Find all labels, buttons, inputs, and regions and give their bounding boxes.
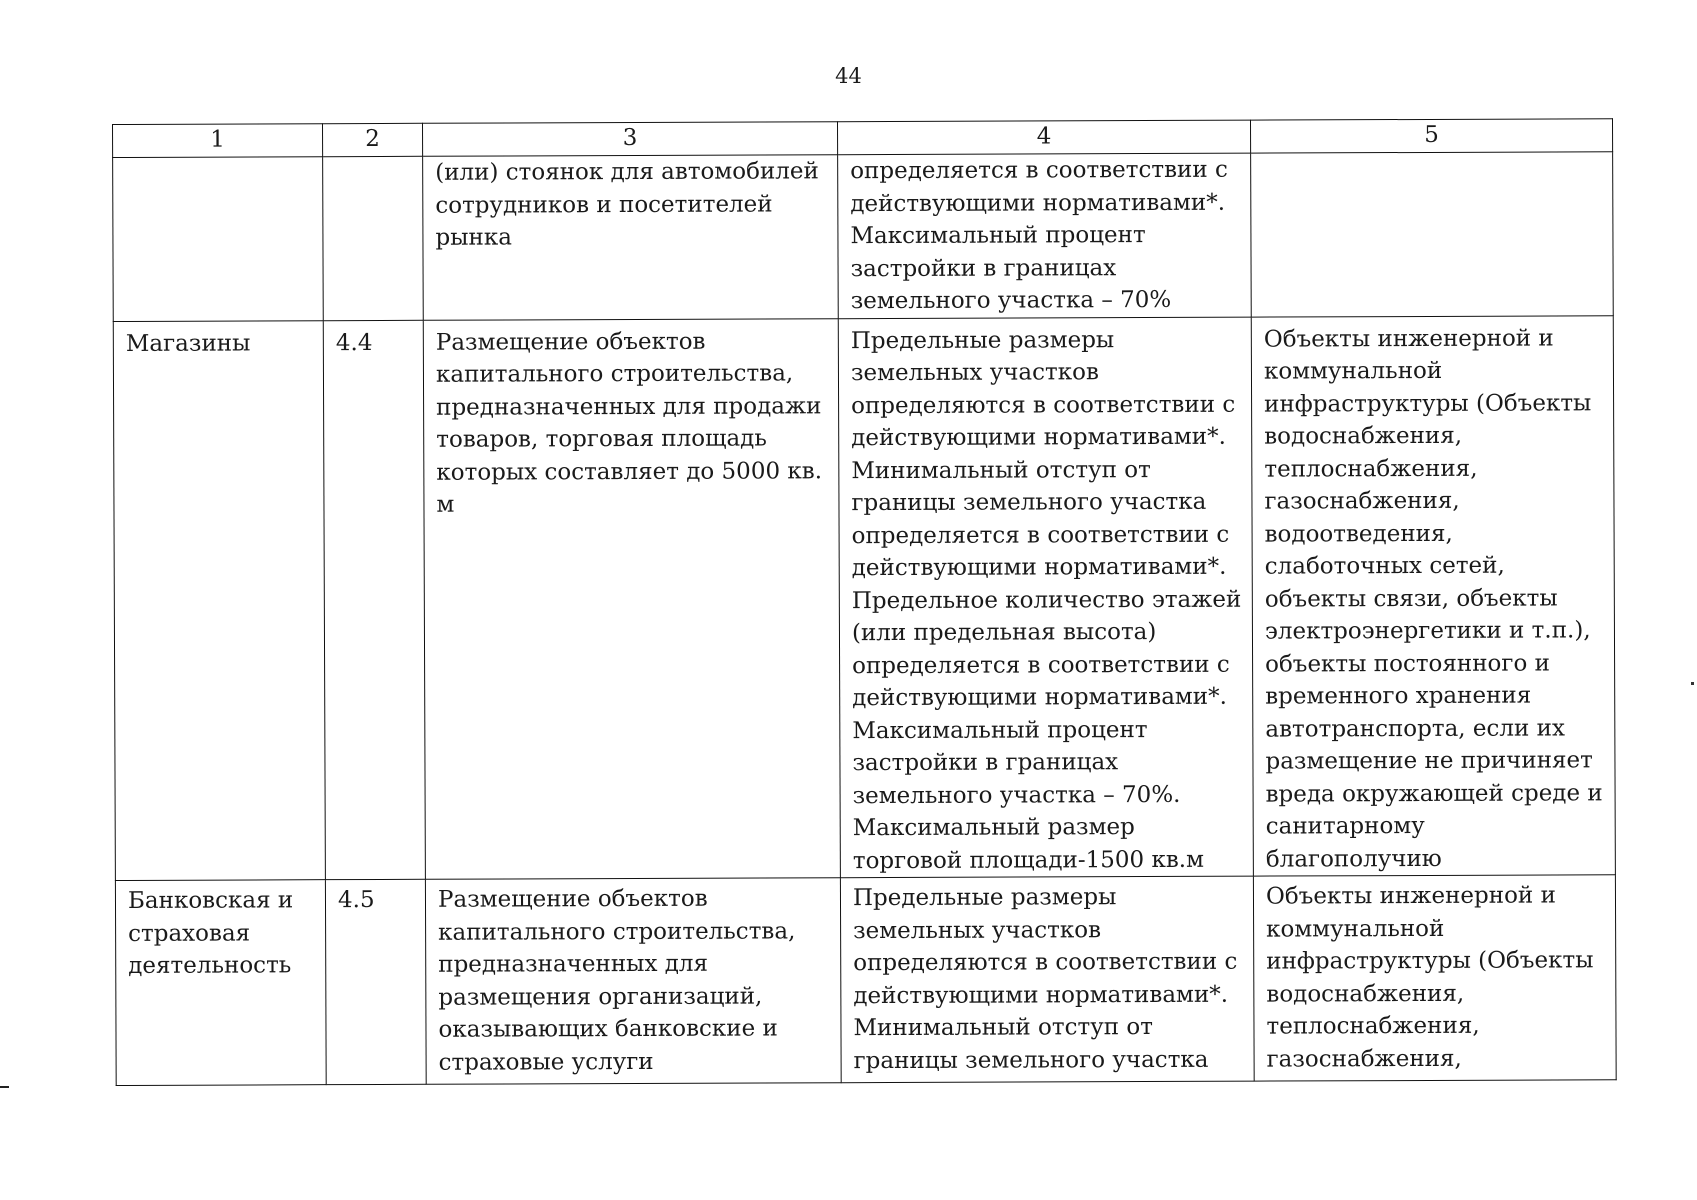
cell-text-line: земельного участка – 70% <box>850 286 1172 315</box>
cell-text-line: Объекты инженерной и <box>1265 882 1556 910</box>
cell-text-line: определяется в соответствии с <box>852 651 1230 679</box>
header-cell-5: 5 <box>1250 119 1612 153</box>
cell-text-line: земельного участка – 70%. <box>852 781 1181 809</box>
cell-use-code <box>323 320 425 880</box>
cell-text-line: определяется в соответствии с <box>851 521 1230 549</box>
cell-text-line: Минимальный отступ от <box>853 1014 1154 1042</box>
cell-text-line: Предельные размеры <box>852 884 1117 912</box>
cell-text-line: коммунальной <box>1266 915 1445 943</box>
cell-auxiliary-uses <box>1251 152 1614 317</box>
table-row-banking <box>115 875 1616 1086</box>
cell-text-line: деятельность <box>128 952 292 979</box>
cell-text-line: объекты постоянного и <box>1265 649 1550 678</box>
cell-text-line: Объекты инженерной и <box>1263 324 1554 353</box>
cell-text-line: действующими нормативами*. <box>853 981 1229 1009</box>
cell-text-line: Предельные размеры <box>850 326 1115 354</box>
cell-text-line: размещения организаций, <box>438 983 763 1011</box>
cell-use-name <box>115 880 326 1086</box>
cell-text-line: газоснабжения, <box>1266 1045 1462 1073</box>
cell-text-line: сотрудников и посетителей <box>435 190 773 219</box>
cell-text-line: (или) стоянок для автомобилей <box>435 158 819 186</box>
table-row-shops <box>113 315 1615 880</box>
cell-text-line: действующими нормативами*. <box>851 553 1227 582</box>
header-cell-4: 4 <box>837 120 1250 155</box>
cell-text-line: страховые услуги <box>438 1048 654 1076</box>
cell-text-line: Максимальный процент <box>852 716 1148 744</box>
page-number: 44 <box>835 64 862 88</box>
cell-use-description <box>425 878 841 1085</box>
cell-use-description <box>423 318 840 879</box>
header-cell-2: 2 <box>323 123 423 156</box>
cell-text-line: Максимальный процент <box>850 222 1146 250</box>
cell-text-line: земельных участков <box>853 916 1102 944</box>
cell-text-line: санитарному <box>1265 812 1425 840</box>
cell-parameters <box>838 153 1252 318</box>
cell-text-line: вреда окружающей среде и <box>1265 779 1603 808</box>
scan-margin-dot <box>1691 682 1694 685</box>
cell-text-line: предназначенных для продажи <box>436 392 822 421</box>
cell-text-line: определяется в соответствии с <box>850 156 1228 185</box>
cell-text-line: земельных участков <box>850 359 1099 387</box>
cell-parameters <box>840 876 1254 1083</box>
cell-text-line: коммунальной <box>1263 357 1443 385</box>
cell-text-line: слаботочных сетей, <box>1264 552 1505 580</box>
cell-text-line: границы земельного участка <box>853 1046 1209 1074</box>
cell-text-line: (или предельная высота) <box>851 618 1157 647</box>
cell-text-line: которых составляет до 5000 кв. <box>436 457 823 486</box>
cell-text-line: Банковская и <box>127 887 294 914</box>
cell-text-line: Размещение объектов <box>437 885 708 913</box>
cell-text-line: автотранспорта, если их <box>1265 714 1565 743</box>
cell-text-line: определяются в соответствии с <box>853 948 1238 977</box>
cell-text-line: водоотведения, <box>1264 520 1453 548</box>
cell-use-code <box>325 879 426 1084</box>
cell-text-line: теплоснабжения, <box>1266 1012 1480 1040</box>
cell-auxiliary-uses <box>1253 875 1616 1081</box>
cell-text-line: границы земельного участка <box>851 488 1207 517</box>
cell-text-line: оказывающих банковские и <box>438 1015 778 1043</box>
cell-text-line: благополучию <box>1265 845 1442 873</box>
cell-text-line: капитального строительства, <box>435 360 794 388</box>
cell-text-line: страховая <box>128 919 251 947</box>
cell-parameters <box>838 317 1253 878</box>
cell-text-line: застройки в границах <box>850 254 1117 282</box>
cell-text-line: водоснабжения, <box>1266 980 1465 1008</box>
table-row-continuation <box>113 152 1614 321</box>
cell-text-line: водоснабжения, <box>1264 422 1463 450</box>
cell-text-line: капитального строительства, <box>438 917 796 946</box>
cell-text-line: определяются в соответствии с <box>851 391 1236 419</box>
cell-use-description <box>423 155 839 320</box>
cell-use-name <box>113 320 325 880</box>
zoning-table <box>112 118 1617 1086</box>
cell-text-line: Размещение объектов <box>435 328 706 356</box>
cell-text-line: временного хранения <box>1265 682 1532 710</box>
cell-text-line: 4.4 <box>335 329 373 356</box>
cell-text-line: газоснабжения, <box>1264 487 1460 515</box>
scan-margin-mark <box>0 1086 9 1088</box>
header-cell-1: 1 <box>113 124 323 158</box>
cell-text-line: рынка <box>435 224 512 251</box>
cell-text-line: теплоснабжения, <box>1264 455 1478 483</box>
cell-text-line: объекты связи, объекты <box>1264 584 1558 613</box>
cell-text-line: предназначенных для <box>438 950 709 978</box>
cell-text-line: электроэнергетики и т.п.), <box>1264 617 1591 645</box>
cell-text-line: размещение не причиняет <box>1265 747 1593 775</box>
header-cell-3: 3 <box>422 122 837 157</box>
cell-text-line: действующими нормативами*. <box>850 189 1226 217</box>
cell-text-line: действующими нормативами*. <box>851 423 1226 452</box>
cell-text-line: торговой площади-1500 кв.м <box>852 846 1205 874</box>
cell-text-line: инфраструктуры (Объекты <box>1264 389 1592 418</box>
cell-text-line: товаров, торговая площадь <box>436 425 767 453</box>
cell-text-line: Магазины <box>125 329 251 357</box>
cell-auxiliary-uses <box>1251 315 1615 876</box>
cell-use-name <box>113 157 324 321</box>
cell-text-line: 4.5 <box>337 886 375 914</box>
cell-text-line: Предельное количество этажей <box>851 586 1242 614</box>
cell-text-line: Максимальный размер <box>852 814 1135 842</box>
cell-text-line: инфраструктуры (Объекты <box>1266 947 1594 975</box>
cell-text-line: застройки в границах <box>852 749 1119 777</box>
cell-text-line: м <box>436 491 455 518</box>
cell-text-line: Минимальный отступ от <box>851 456 1151 484</box>
cell-text-line: действующими нормативами*. <box>852 683 1227 712</box>
cell-use-code <box>323 156 424 320</box>
